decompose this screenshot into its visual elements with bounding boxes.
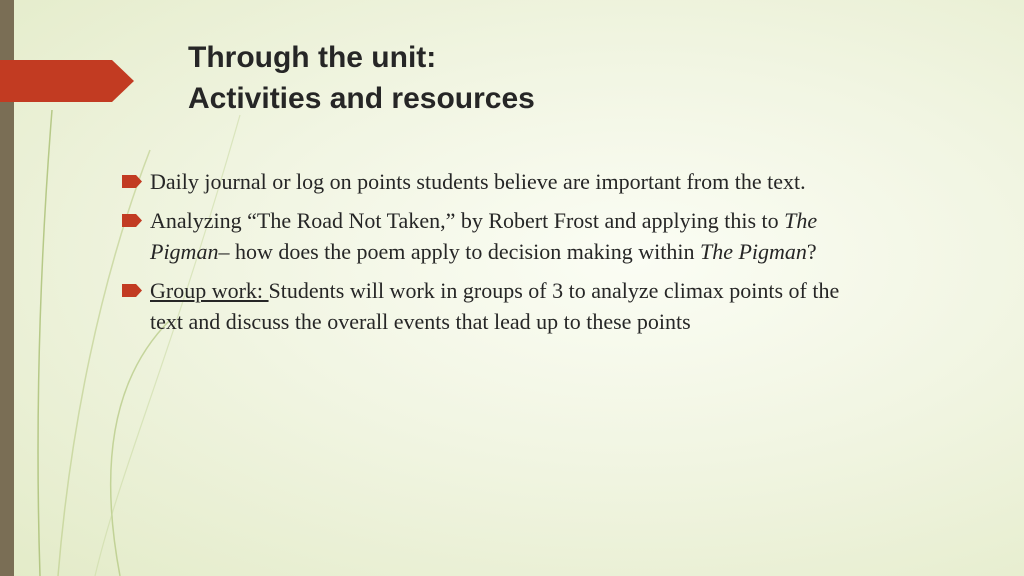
bullet-text-group-work: Students will work in groups of 3 to analyze climax points of the text and discuss the overall events that lead up to these points [150, 278, 840, 334]
book-title-pigman: The Pigman [150, 208, 818, 264]
bullet-text-part1: Analyzing “The Road Not Taken,” by Robert Frost and applying this to [150, 208, 785, 233]
bullet-list [122, 166, 862, 345]
title-line-1: Through the unit: [188, 41, 437, 74]
title-arrow-icon [0, 60, 134, 102]
bullet-item-group-work [122, 275, 862, 337]
page-title [188, 37, 535, 119]
pencil-bullet-icon [122, 175, 142, 188]
title-line-2: Activities and resources [188, 82, 535, 115]
pencil-bullet-icon [122, 214, 142, 227]
bullet-text-part3: ? [806, 239, 817, 264]
group-work-label: Group work: [150, 278, 269, 303]
book-title-pigman-2: The Pigman [699, 239, 807, 264]
bullet-text-journal: Daily journal or log on points students believe are important from the text. [150, 169, 806, 194]
bullet-item-journal [122, 166, 862, 197]
pencil-bullet-icon [122, 284, 142, 297]
bullet-item-road-not-taken [122, 205, 862, 267]
bullet-text-part2: – how does the poem apply to decision making within [218, 239, 700, 264]
